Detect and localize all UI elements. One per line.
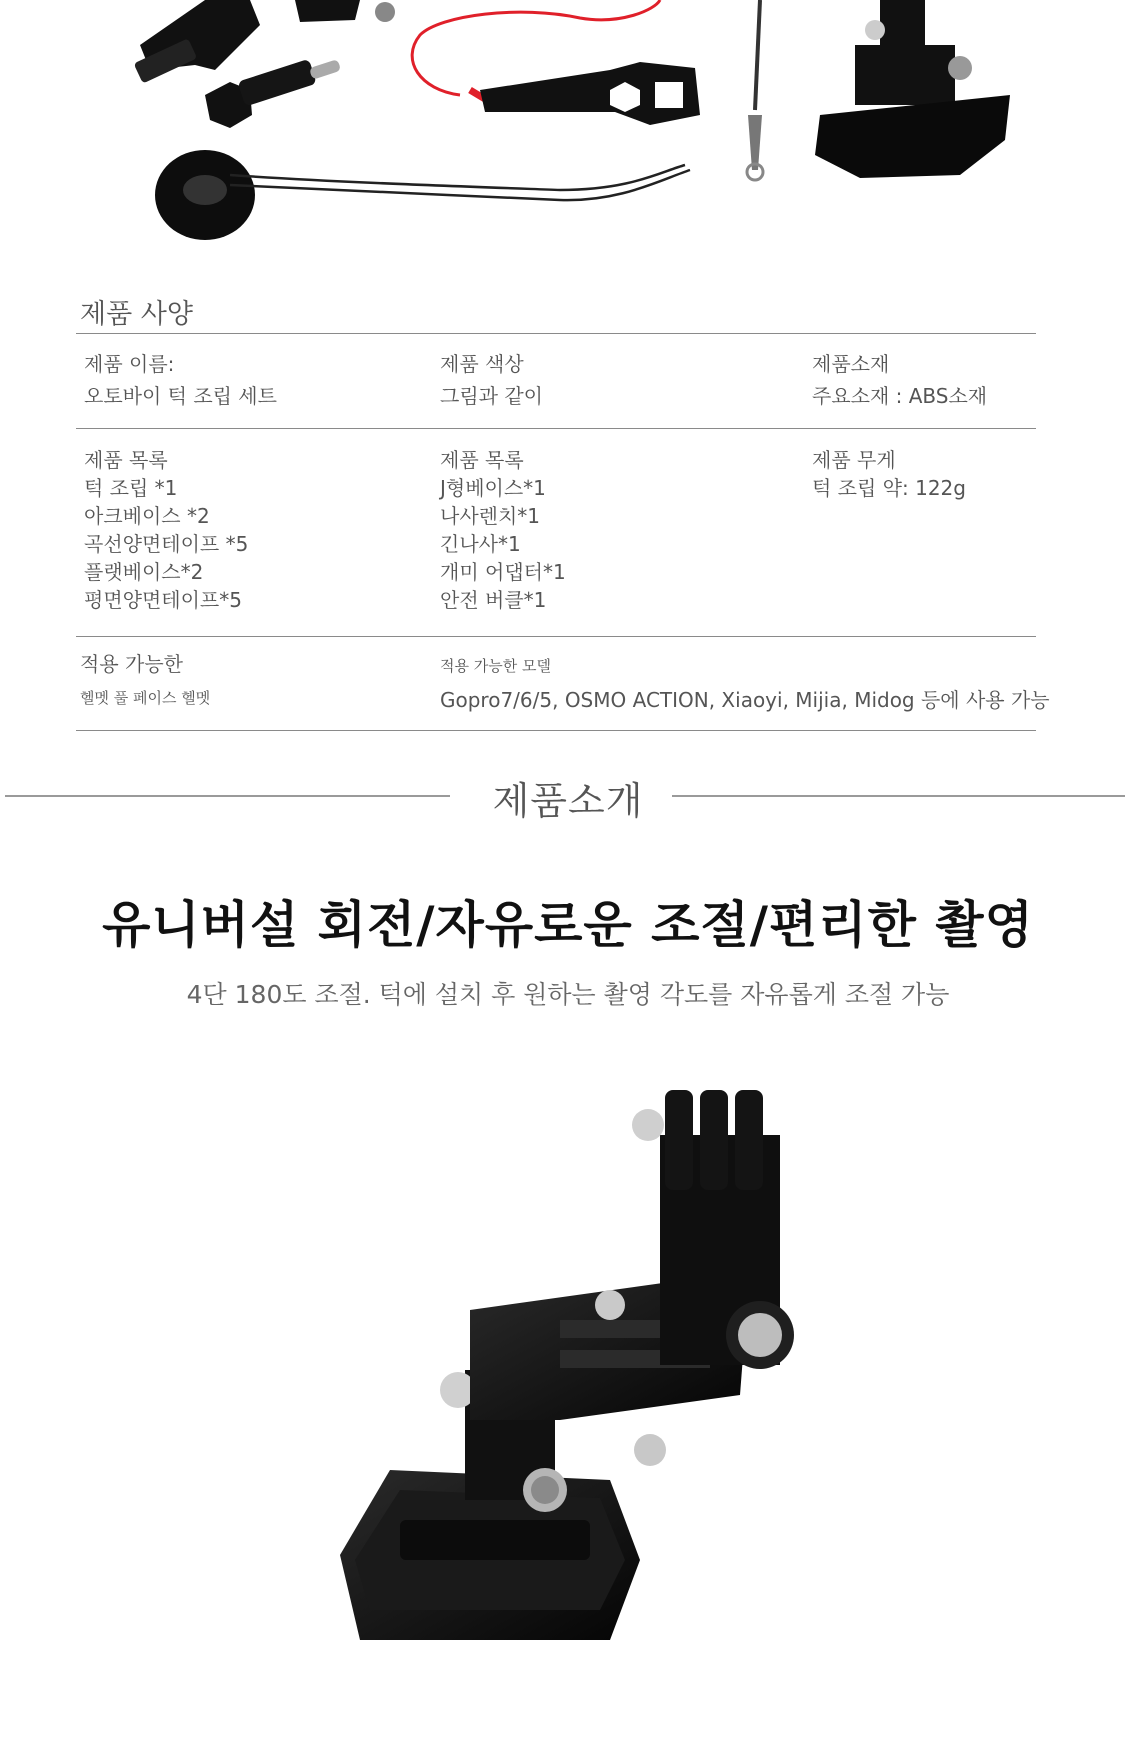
spec-weight-value: 턱 조립 약: 122g xyxy=(812,476,966,500)
list-item: 안전 버클*1 xyxy=(440,588,547,612)
mount-piece xyxy=(295,0,360,22)
intro-section xyxy=(0,770,1136,823)
spec-list1-label: 제품 목록 xyxy=(84,448,168,472)
spec-title: 제품 사양 xyxy=(80,299,193,330)
spec-model-value: Gopro7/6/5, OSMO ACTION, Xiaoyi, Mijia, Midog 등에 사용 가능 xyxy=(440,688,1050,712)
spec-name-label: 제품 이름: xyxy=(84,352,175,376)
subline: 4단 180도 조절. 턱에 설치 후 원하는 촬영 각도를 자유롭게 조절 가능 xyxy=(186,980,950,1009)
spec-list2-cell xyxy=(440,446,566,614)
spec-material-cell xyxy=(812,350,987,410)
wrench xyxy=(480,62,700,125)
list-item: 아크베이스 *2 xyxy=(84,504,210,528)
headline: 유니버설 회전/자유로운 조절/편리한 촬영 xyxy=(102,896,1034,954)
accessory-photo xyxy=(0,0,1136,250)
spec-color-label: 제품 색상 xyxy=(440,352,524,376)
spec-apply-value: 헬멧 풀 페이스 헬멧 xyxy=(80,689,211,707)
spec-apply-label: 적용 가능한 xyxy=(80,652,183,676)
list-item: 턱 조립 *1 xyxy=(84,476,178,500)
spec-color-value: 그림과 같이 xyxy=(440,384,543,408)
spec-material-value: 주요소재 : ABS소재 xyxy=(812,384,988,408)
list-item: 플랫베이스*2 xyxy=(84,560,204,584)
spec-color-cell xyxy=(440,350,543,410)
intro-title: 제품소개 xyxy=(492,779,644,823)
spec-weight-label: 제품 무게 xyxy=(812,448,896,472)
spec-material-label: 제품소재 xyxy=(812,352,890,376)
list-item: 곡선양면테이프 *5 xyxy=(84,532,249,556)
side-mount xyxy=(815,0,1010,178)
list-item: J형베이스*1 xyxy=(440,476,546,500)
spec-list1-cell xyxy=(84,446,248,614)
divider xyxy=(76,730,1036,731)
spec-name-value: 오토바이 턱 조립 세트 xyxy=(84,384,277,408)
divider xyxy=(76,428,1036,429)
long-screw xyxy=(205,59,341,128)
divider xyxy=(76,333,1036,334)
spec-apply-cell xyxy=(80,650,210,712)
tether-base xyxy=(155,150,690,240)
j-hook-base xyxy=(134,0,260,84)
spec-name-cell xyxy=(84,350,277,410)
intro-line-right xyxy=(672,795,1125,797)
spec-list2-label: 제품 목록 xyxy=(440,448,524,472)
lanyard-clip xyxy=(747,0,763,180)
list-item: 나사렌치*1 xyxy=(440,504,541,528)
list-item: 긴나사*1 xyxy=(440,532,521,556)
spec-weight-cell xyxy=(812,446,966,502)
spec-model-label: 적용 가능한 모델 xyxy=(440,657,551,675)
list-item: 개미 어댑터*1 xyxy=(440,560,566,584)
list-item: 평면양면테이프*5 xyxy=(84,588,242,612)
divider xyxy=(76,636,1036,637)
